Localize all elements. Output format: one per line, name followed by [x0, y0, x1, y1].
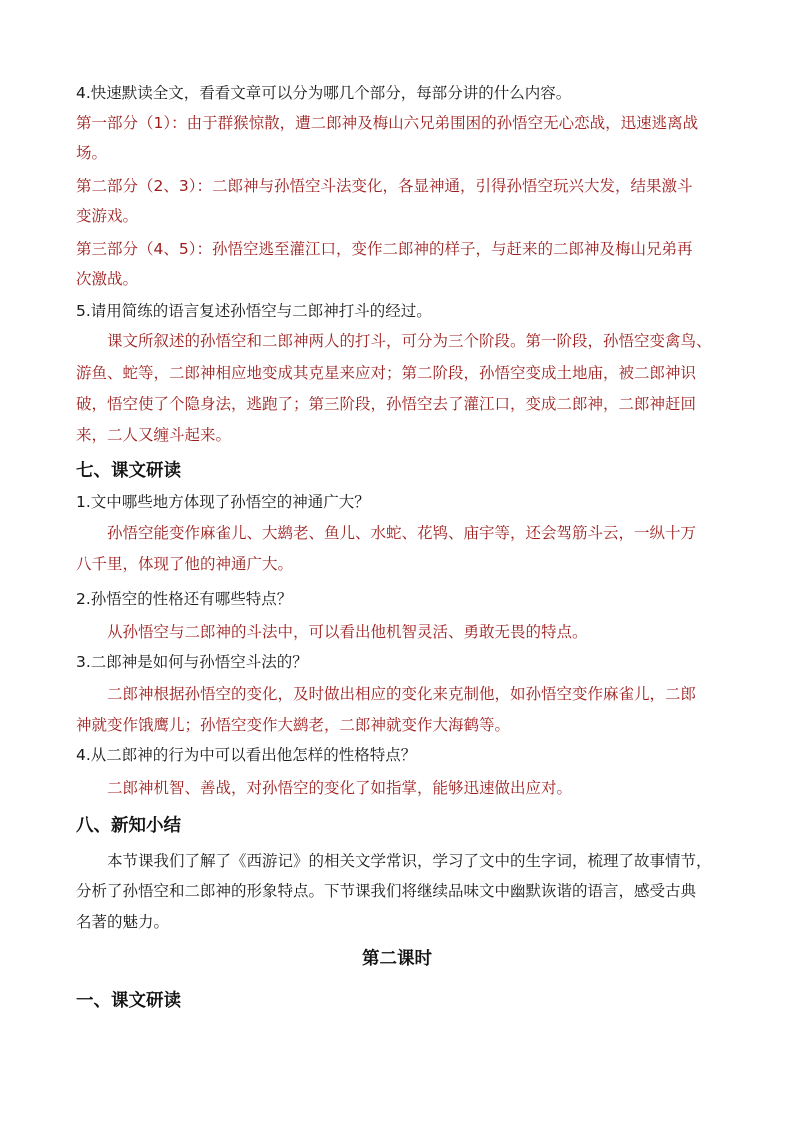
- s7-answer-2: 从孙悟空与二郎神的斗法中，可以看出他机智灵活、勇敢无畏的特点。: [107, 623, 588, 641]
- s7-question-4: 4.从二郎神的行为中可以看出他怎样的性格特点？: [76, 746, 417, 764]
- q5-answer-line3: 破，悟空使了个隐身法，逃跑了；第三阶段，孙悟空去了灌江口，变成二郎神，二郎神赶回: [76, 395, 697, 413]
- section-8-heading: 八、新知小结: [76, 816, 181, 836]
- part3-line2: 次激战。: [76, 270, 139, 288]
- question-5: 5.请用简练的语言复述孙悟空与二郎神打斗的经过。: [76, 302, 432, 320]
- s7-answer-3-line1: 二郎神根据孙悟空的变化，及时做出相应的变化来克制他，如孙悟空变作麻雀儿，二郎: [107, 685, 697, 703]
- lesson-2-title: 第二课时: [362, 949, 432, 969]
- summary-line1: 本节课我们了解了《西游记》的相关文学常识，学习了文中的生字词，梳理了故事情节，: [107, 852, 712, 870]
- lesson-2-section-1-heading: 一、课文研读: [76, 991, 181, 1011]
- s7-answer-3-line2: 神就变作饿鹰儿；孙悟空变作大鹚老，二郎神就变作大海鹤等。: [76, 716, 511, 734]
- s7-question-1: 1.文中哪些地方体现了孙悟空的神通广大？: [76, 493, 370, 511]
- q5-answer-line2: 游鱼、蛇等，二郎神相应地变成其克星来应对；第二阶段，孙悟空变成土地庙，被二郎神识: [76, 364, 697, 382]
- summary-line3: 名著的魅力。: [76, 913, 170, 931]
- s7-answer-1-line1: 孙悟空能变作麻雀儿、大鹚老、鱼儿、水蛇、花鸨、庙宇等，还会驾筋斗云，一纵十万: [107, 524, 697, 542]
- part2-line2: 变游戏。: [76, 207, 139, 225]
- q5-answer-line1: 课文所叙述的孙悟空和二郎神两人的打斗，可分为三个阶段。第一阶段，孙悟空变禽鸟、: [107, 332, 712, 350]
- part1-line1: 第一部分（1）：由于群猴惊散，遭二郎神及梅山六兄弟围困的孙悟空无心恋战，迅速逃离战: [76, 114, 699, 132]
- s7-answer-4: 二郎神机智、善战，对孙悟空的变化了如指掌，能够迅速做出应对。: [107, 779, 573, 797]
- s7-question-3: 3.二郎神是如何与孙悟空斗法的？: [76, 653, 308, 671]
- part1-line2: 场。: [76, 144, 108, 162]
- section-7-heading: 七、课文研读: [76, 461, 181, 481]
- q5-answer-line4: 来，二人又缠斗起来。: [76, 426, 232, 444]
- part3-line1: 第三部分（4、5）：孙悟空逃至灌江口，变作二郎神的样子，与赶来的二郎神及梅山兄弟再: [76, 240, 693, 258]
- summary-line2: 分析了孙悟空和二郎神的形象特点。下节课我们将继续品味文中幽默诙谐的语言，感受古典: [76, 882, 697, 900]
- s7-answer-1-line2: 八千里，体现了他的神通广大。: [76, 555, 294, 573]
- s7-question-2: 2.孙悟空的性格还有哪些特点？: [76, 590, 293, 608]
- question-4: 4.快速默读全文，看看文章可以分为哪几个部分，每部分讲的什么内容。: [76, 84, 572, 102]
- part2-line1: 第二部分（2、3）：二郎神与孙悟空斗法变化，各显神通，引得孙悟空玩兴大发，结果激斗: [76, 177, 693, 195]
